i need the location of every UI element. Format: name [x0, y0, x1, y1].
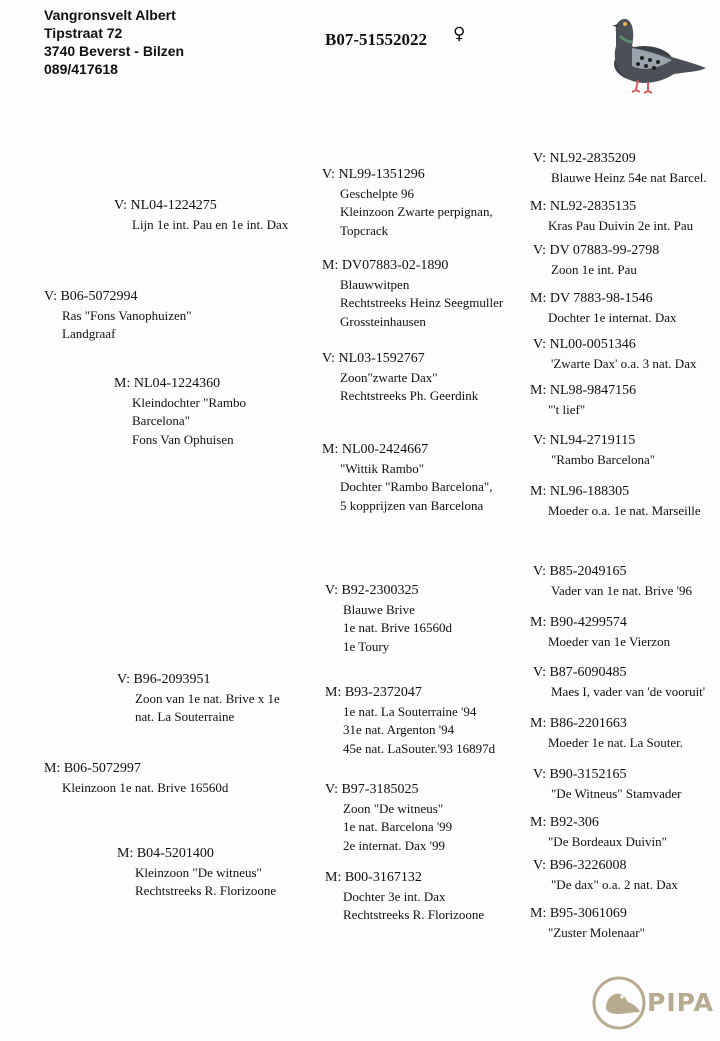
owner-block	[44, 6, 184, 78]
ancestor-ring-number: B96-3226008	[549, 858, 627, 873]
ancestor-description: 2e internat. Dax '99	[343, 837, 445, 853]
ancestor-ring	[325, 869, 484, 888]
ancestor-ring-number: B92-306	[549, 815, 599, 830]
ancestor-ring-number: NL92-2835135	[549, 199, 637, 214]
ancestor-description: Landgraaf	[62, 326, 116, 341]
ancestor-ring-number: B06-5072994	[60, 289, 138, 304]
ancestor-prefix: V:	[117, 672, 130, 687]
ancestor-prefix: V:	[114, 198, 127, 213]
owner-street: Tipstraat 72	[44, 25, 123, 41]
ancestor-ring	[530, 382, 636, 401]
ancestor-description: Blauwe Brive	[343, 601, 415, 617]
owner-name: Vangronsvelt Albert	[44, 7, 176, 23]
ancestor-prefix: V:	[533, 151, 546, 166]
subject-ring-number: B07-51552022	[325, 30, 427, 49]
ancestor-prefix: M:	[322, 258, 339, 273]
ancestor-mvm	[325, 684, 495, 758]
ancestor-description: 1e nat. Barcelona '99	[343, 819, 453, 834]
ancestor-prefix: V:	[325, 782, 338, 797]
ancestor-description: 'Zwarte Dax' o.a. 3 nat. Dax	[551, 355, 697, 371]
ancestor-description: Topcrack	[340, 222, 389, 238]
ancestor-ring	[44, 288, 192, 307]
ancestor-description: Rechtstreeks Heinz Seegmuller	[340, 295, 504, 310]
ancestor-vm	[114, 375, 246, 449]
ancestor-prefix: M:	[530, 906, 547, 921]
ancestor-vvv	[322, 166, 493, 240]
ancestor-prefix: M:	[530, 615, 547, 630]
ancestor-prefix: V:	[533, 767, 546, 782]
ancestor-ring-number: NL04-1224275	[130, 198, 217, 213]
ancestor-prefix: M:	[530, 291, 547, 306]
ancestor-ring	[533, 563, 692, 582]
ancestor-ring	[530, 290, 677, 309]
ancestor-prefix: M:	[530, 815, 547, 830]
ancestor-v	[44, 288, 192, 344]
ancestor-mvmm	[530, 715, 683, 752]
ancestor-description: "Rambo Barcelona"	[551, 451, 656, 467]
ancestor-prefix: V:	[533, 564, 546, 579]
ancestor-ring	[114, 197, 288, 216]
ancestor-prefix: V:	[44, 289, 57, 304]
ancestor-ring-number: DV07883-02-1890	[341, 258, 449, 273]
ancestor-description: Dochter 3e int. Dax	[343, 888, 446, 904]
ancestor-ring	[44, 760, 228, 779]
ancestor-description: Rechtstreeks R. Florizoone	[135, 883, 277, 898]
ancestor-ring	[325, 781, 452, 800]
ancestor-ring-number: NL04-1224360	[133, 376, 221, 391]
ancestor-ring	[530, 814, 667, 833]
ancestor-ring	[117, 671, 280, 690]
ancestor-prefix: V:	[533, 665, 546, 680]
ancestor-ring	[322, 257, 503, 276]
ancestor-description: Blauwe Heinz 54e nat Barcel.	[551, 169, 707, 185]
ancestor-ring-number: B96-2093951	[133, 672, 211, 687]
ancestor-ring-number: NL98-9847156	[549, 383, 637, 398]
ancestor-description: Kleinzoon "De witneus"	[135, 864, 262, 880]
ancestor-prefix: M:	[325, 685, 342, 700]
ancestor-ring	[530, 715, 683, 734]
ancestor-ring-number: B95-3061069	[549, 906, 627, 921]
ancestor-description: Zoon"zwarte Dax"	[340, 369, 438, 385]
ancestor-mmmm	[530, 905, 645, 942]
ancestor-ring-number: B97-3185025	[341, 782, 419, 797]
ancestor-description: Barcelona"	[132, 413, 190, 428]
ancestor-ring-number: NL96-188305	[549, 484, 630, 499]
ancestor-ring-number: B86-2201663	[549, 716, 627, 731]
ancestor-description: Moeder van 1e Vierzon	[548, 633, 671, 649]
ancestor-mvvv	[533, 563, 692, 600]
ancestor-description: Zoon 1e int. Pau	[551, 261, 637, 277]
ancestor-description: Ras "Fons Vanophuizen"	[62, 307, 192, 323]
ancestor-ring-number: B93-2372047	[344, 685, 422, 700]
ancestor-description: 5 kopprijzen van Barcelona	[340, 497, 484, 513]
ancestor-ring	[533, 664, 705, 683]
pipa-logo-text: PIPA	[647, 988, 715, 1017]
ancestor-ring	[322, 166, 493, 185]
ancestor-description: nat. La Souterraine	[135, 709, 235, 724]
ancestor-description: Kleinzoon Zwarte perpignan,	[340, 204, 493, 219]
ancestor-description: "De dax" o.a. 2 nat. Dax	[551, 876, 678, 892]
ancestor-description: Kleinzoon 1e nat. Brive 16560d	[62, 779, 229, 795]
ancestor-ring	[322, 350, 478, 369]
ancestor-mmmv	[533, 857, 678, 894]
ancestor-description: 1e Toury	[343, 638, 390, 654]
ancestor-vmvm	[530, 382, 636, 419]
ancestor-ring	[117, 845, 276, 864]
ancestor-prefix: M:	[530, 199, 547, 214]
ancestor-ring	[325, 684, 495, 703]
ancestor-description: 1e nat. Brive 16560d	[343, 620, 453, 635]
ancestor-mmvv	[533, 766, 681, 803]
ancestor-mvmv	[533, 664, 705, 701]
ancestor-ring-number: NL92-2835209	[549, 151, 636, 166]
ancestor-description: Kleindochter "Rambo	[132, 394, 246, 410]
ancestor-description: "'t lief"	[548, 401, 586, 417]
ancestor-ring-number: B00-3167132	[344, 870, 422, 885]
ancestor-vvvv	[533, 150, 707, 187]
ancestor-ring	[533, 857, 678, 876]
ancestor-mvv	[325, 582, 452, 656]
ancestor-description: Geschelpte 96	[340, 185, 415, 201]
ancestor-description: "Wittik Rambo"	[340, 460, 425, 476]
ancestor-description: 1e nat. La Souterraine '94	[343, 703, 477, 719]
ancestor-description: Grossteinhausen	[340, 313, 426, 329]
ancestor-vmm	[322, 441, 492, 515]
ancestor-description: Vader van 1e nat. Brive '96	[551, 582, 692, 598]
ancestor-description: Moeder o.a. 1e nat. Marseille	[548, 502, 701, 518]
ancestor-ring-number: DV 07883-99-2798	[549, 243, 660, 258]
ancestor-ring	[533, 766, 681, 785]
ancestor-prefix: M:	[44, 761, 61, 776]
ancestor-vv	[114, 197, 288, 234]
ancestor-ring	[530, 198, 693, 217]
ancestor-prefix: M:	[530, 484, 547, 499]
ancestor-ring-number: B90-3152165	[549, 767, 627, 782]
ancestor-description: 31e nat. Argenton '94	[343, 722, 455, 737]
ancestor-ring-number: B90-4299574	[549, 615, 627, 630]
ancestor-description: "De Witneus" Stamvader	[551, 785, 682, 801]
ancestor-mmvm	[530, 814, 667, 851]
ancestor-ring	[322, 441, 492, 460]
ancestor-description: Lijn 1e int. Pau en 1e int. Dax	[132, 216, 289, 232]
ancestor-description: Rechtstreeks R. Florizoone	[343, 907, 485, 922]
ancestor-vvmv	[533, 242, 659, 279]
ancestor-ring	[533, 336, 696, 355]
pigeon-photo	[598, 2, 710, 114]
ancestor-ring	[533, 150, 707, 169]
ancestor-ring-number: NL00-0051346	[549, 337, 636, 352]
ancestor-description: Blauwwitpen	[340, 276, 410, 292]
ancestor-m	[44, 760, 228, 797]
ancestor-vmvv	[533, 336, 696, 373]
ancestor-description: 45e nat. LaSouter.'93 16897d	[343, 740, 496, 756]
ancestor-description: Maes I, vader van 'de vooruit'	[551, 683, 706, 699]
ancestor-ring	[114, 375, 246, 394]
ancestor-description: Zoon "De witneus"	[343, 800, 444, 816]
ancestor-prefix: V:	[325, 583, 338, 598]
ancestor-prefix: M:	[117, 846, 134, 861]
ancestor-mmm	[325, 869, 484, 925]
ancestor-prefix: M:	[530, 716, 547, 731]
ancestor-description: "Zuster Molenaar"	[548, 924, 645, 940]
ancestor-description: Fons Van Ophuisen	[132, 431, 234, 447]
ancestor-description: Dochter 1e internat. Dax	[548, 309, 677, 325]
owner-phone: 089/417618	[44, 61, 118, 77]
ancestor-prefix: V:	[533, 337, 546, 352]
ancestor-prefix: V:	[322, 351, 335, 366]
ancestor-ring-number: B92-2300325	[341, 583, 419, 598]
ancestor-ring	[530, 614, 670, 633]
ancestor-prefix: V:	[322, 167, 335, 182]
ancestor-description: Rechtstreeks Ph. Geerdink	[340, 388, 479, 403]
ancestor-ring	[325, 582, 452, 601]
ancestor-ring-number: NL03-1592767	[338, 351, 425, 366]
ancestor-ring	[533, 242, 659, 261]
ancestor-ring	[530, 905, 645, 924]
ancestor-vmv	[322, 350, 478, 406]
ancestor-ring	[533, 432, 655, 451]
ancestor-prefix: V:	[533, 858, 546, 873]
ancestor-ring-number: NL99-1351296	[338, 167, 425, 182]
ancestor-description: Zoon van 1e nat. Brive x 1e	[135, 690, 280, 706]
ancestor-prefix: V:	[533, 433, 546, 448]
ancestor-vvm	[322, 257, 503, 331]
ancestor-prefix: M:	[325, 870, 342, 885]
ancestor-vmmv	[533, 432, 655, 469]
ancestor-ring	[530, 483, 701, 502]
ancestor-vvmm	[530, 290, 677, 327]
ancestor-prefix: M:	[530, 383, 547, 398]
ancestor-ring-number: B85-2049165	[549, 564, 627, 579]
owner-city: 3740 Beverst - Bilzen	[44, 43, 185, 59]
ancestor-description: Dochter "Rambo Barcelona",	[340, 479, 493, 494]
ancestor-prefix: V:	[533, 243, 546, 258]
ancestor-ring-number: B87-6090485	[549, 665, 627, 680]
ancestor-ring-number: DV 7883-98-1546	[549, 291, 653, 306]
ancestor-ring-number: NL00-2424667	[341, 442, 429, 457]
ancestor-ring-number: B04-5201400	[136, 846, 214, 861]
ancestor-mmv	[325, 781, 452, 855]
ancestor-mvvm	[530, 614, 670, 651]
ancestor-prefix: M:	[114, 376, 131, 391]
female-sex-symbol: ♀	[453, 24, 466, 44]
ancestor-description: Kras Pau Duivin 2e int. Pau	[548, 217, 694, 233]
ancestor-vvvm	[530, 198, 693, 235]
ancestor-ring-number: B06-5072997	[63, 761, 141, 776]
ancestor-ring-number: NL94-2719115	[549, 433, 636, 448]
ancestor-description: "De Bordeaux Duivin"	[548, 833, 667, 849]
ancestor-mm	[117, 845, 276, 901]
ancestor-vmmm	[530, 483, 701, 520]
ancestor-prefix: M:	[322, 442, 339, 457]
ancestor-description: Moeder 1e nat. La Souter.	[548, 734, 684, 750]
ancestor-mv	[117, 671, 280, 727]
